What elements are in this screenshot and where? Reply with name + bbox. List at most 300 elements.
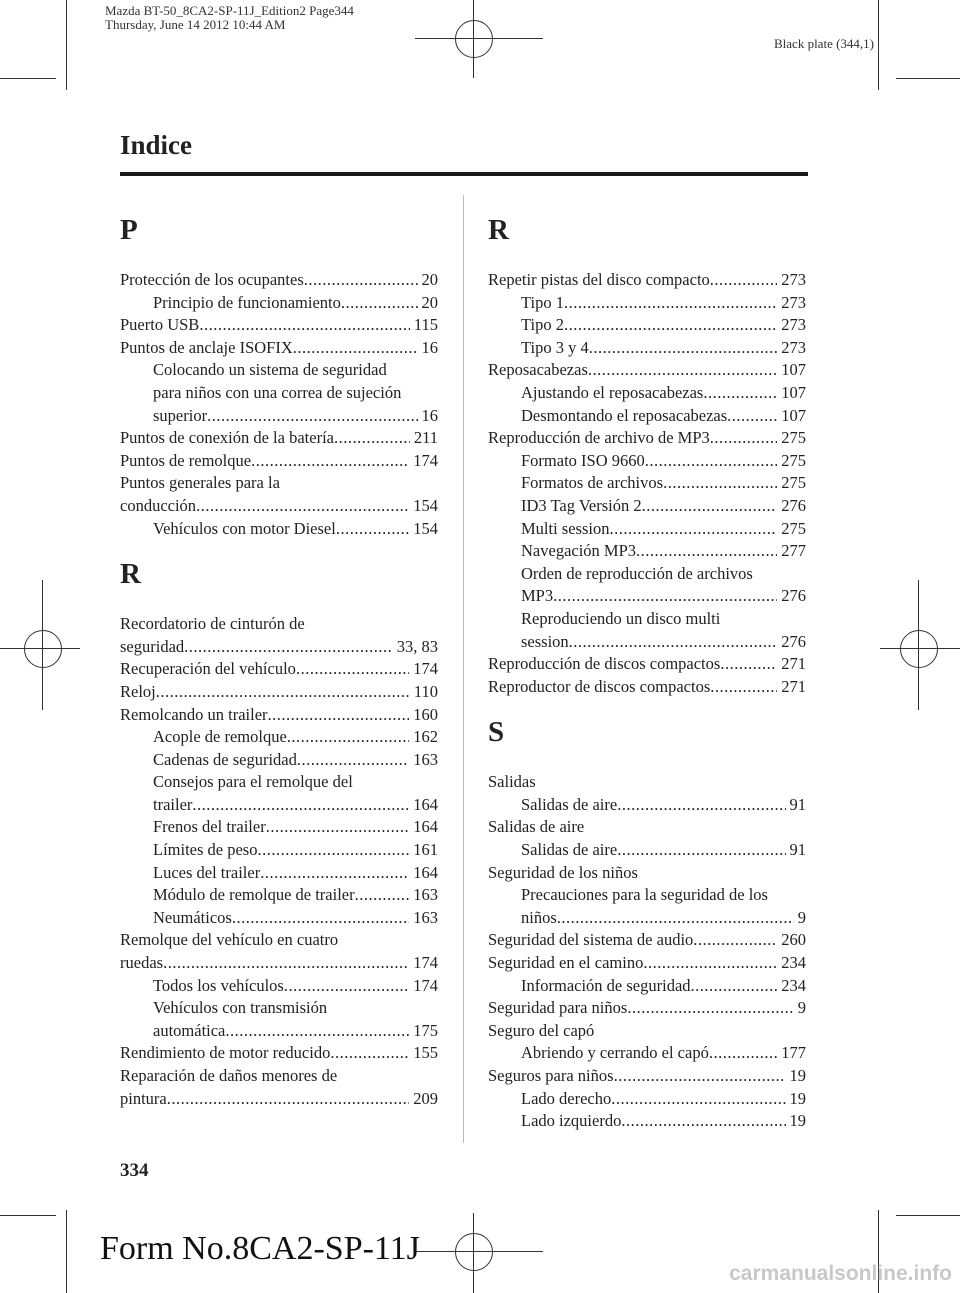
index-entry-text: Puntos de conexión de la batería [120,428,334,448]
index-page-ref [802,884,806,907]
leader-dots [536,771,802,794]
index-page-ref: 211 [413,428,438,448]
index-entry-text: trailer [153,794,193,814]
index-entry-text: superior [153,405,208,425]
registration-mark-line [42,580,43,710]
index-page-ref [434,359,438,382]
index-page-ref: 91 [789,794,806,814]
crop-mark [896,1215,960,1216]
index-entry [488,1065,806,1088]
index-page-ref [434,1065,438,1088]
index-entry [120,636,438,659]
index-subentry [488,450,806,473]
index-entry-text: Colocando un sistema de seguridad [153,360,387,380]
registration-mark-line [473,1213,474,1293]
index-page-ref [802,1020,806,1043]
index-entry-text: Vehículos con motor Diesel [153,518,336,538]
index-entry-text: conducción [120,495,197,515]
index-page-ref: 174 [413,975,438,995]
index-page-ref: 275 [781,518,806,538]
column-divider [463,195,464,1143]
index-entry-text: Navegación MP3 [521,541,637,561]
leader-dots [184,636,393,659]
index-page-ref: 19 [789,1111,806,1131]
index-page-ref: 16 [421,405,438,425]
index-subentry [488,631,806,654]
index-subentry [120,975,438,998]
index-page-ref: 277 [781,541,806,561]
leader-dots [353,771,434,794]
index-entry-text: session [521,631,569,651]
leader-dots [196,495,409,518]
leader-dots [293,337,418,360]
index-page-ref [434,382,438,405]
leader-dots [251,450,409,473]
index-page-ref: 154 [413,495,438,515]
index-page-ref: 16 [421,337,438,357]
index-entry [488,929,806,952]
crop-mark [878,0,879,90]
index-entry [120,269,438,292]
leader-dots [341,292,418,315]
index-subentry [120,839,438,862]
index-entry-text: Salidas de aire [488,817,585,837]
leader-dots [643,952,777,975]
leader-dots [627,997,793,1020]
index-page-ref: 174 [413,450,438,470]
index-page-ref: 273 [781,315,806,335]
index-page-ref: 161 [413,840,438,860]
index-entry-text: Reproducción de discos compactos [488,654,721,674]
index-entry [488,653,806,676]
index-entry [120,337,438,360]
index-entry-text: niños [521,907,557,927]
index-entry-text: ruedas [120,953,164,973]
index-column-right [488,210,806,1133]
index-subentry [120,862,438,885]
index-entry-list [120,613,438,1110]
index-entry-text: Orden de reproducción de archivos [521,563,753,583]
index-page-ref: 260 [781,930,806,950]
index-entry [488,1020,806,1043]
index-page-ref: 115 [413,315,438,335]
index-subentry [120,771,438,794]
index-page-ref: 154 [413,518,438,538]
index-page-ref: 175 [413,1020,438,1040]
leader-dots [588,359,777,382]
registration-mark-line [880,648,960,649]
index-page-ref [434,613,438,636]
index-page-ref [802,771,806,794]
registration-mark [24,630,62,668]
print-meta-line2: Thursday, June 14 2012 10:44 AM [105,17,286,32]
index-subentry [488,907,806,930]
index-entry [120,1088,438,1111]
index-entry-text: Ajustando el reposacabezas [521,382,704,402]
index-page-ref [802,816,806,839]
index-subentry [488,1042,806,1065]
leader-dots [284,975,409,998]
index-subentry [120,518,438,541]
index-entry [120,314,438,337]
page-number: 334 [120,1160,149,1181]
index-entry-text: Repetir pistas del disco compacto [488,270,710,289]
leader-dots [260,862,409,885]
index-subentry [488,337,806,360]
leader-dots [564,292,777,315]
index-page-ref: 107 [781,382,806,402]
index-subentry [488,839,806,862]
index-subentry [120,816,438,839]
index-entry-text: Reproductor de discos compactos [488,676,711,696]
leader-dots [287,726,409,749]
index-subentry [120,726,438,749]
print-meta-line1: Mazda BT-50_8CA2-SP-11J_Edition2 Page344 [105,3,354,18]
index-page-ref: 20 [421,292,438,312]
index-entry [120,658,438,681]
index-letter-heading: R [488,214,509,246]
leader-dots [225,1020,409,1043]
index-page-ref: 162 [413,727,438,747]
index-entry-text: Abriendo y cerrando el capó [521,1043,709,1063]
index-page-ref: 234 [781,953,806,973]
index-entry-text: para niños con una correa de sujeción [153,382,402,402]
index-entry-text: Seguridad de los niños [488,862,638,882]
leader-dots [207,405,417,428]
index-entry-text: Tipo 1 [521,292,564,312]
index-entry [120,495,438,518]
index-page-ref [434,929,438,952]
index-entry-text: Salidas de aire [521,794,618,814]
index-subentry [120,292,438,315]
leader-dots [617,839,785,862]
form-number: Form No.8CA2-SP-11J [100,1230,420,1267]
leader-dots [156,681,410,704]
index-entry-text: Remolque del vehículo en cuatro [120,930,339,950]
index-subentry [488,608,806,631]
leader-dots [611,1088,785,1111]
index-column-left [120,210,438,1110]
index-entry [488,427,806,450]
leader-dots [387,359,434,382]
index-entry-text: Puntos de anclaje ISOFIX [120,337,293,357]
page-title: Indice [120,130,193,160]
leader-dots [710,427,777,450]
index-subentry [120,382,438,405]
index-letter-heading: R [120,558,141,591]
index-entry-text: Seguros para niños [488,1066,614,1085]
index-page-ref: 273 [781,270,806,289]
leader-dots [296,658,409,681]
index-subentry [488,405,806,428]
index-entry-text: ID3 Tag Versión 2 [521,495,642,515]
index-entry [488,359,806,382]
index-subentry [120,794,438,817]
index-subentry [120,997,438,1020]
leader-dots [336,518,409,541]
index-entry-text: pintura [120,1088,167,1108]
index-entry [120,704,438,727]
index-subentry [488,1110,806,1133]
index-page-ref: 9 [797,907,806,927]
index-page-ref: 163 [413,885,438,905]
index-entry-text: Multi session [521,518,610,538]
leader-dots [280,472,434,495]
leader-dots [297,749,409,772]
index-entry [488,862,806,885]
index-entry-text: Seguro del capó [488,1020,595,1040]
registration-mark-line [415,1251,543,1252]
index-entry-text: Información de seguridad [521,975,691,995]
index-page-ref: 271 [781,654,806,674]
index-entry [120,952,438,975]
index-entry-text: Consejos para el remolque del [153,772,353,792]
leader-dots [710,676,777,699]
index-entry-text: Precauciones para la seguridad de los [521,885,768,905]
index-page-ref: 275 [781,428,806,448]
index-entry-text: Reproducción de archivo de MP3 [488,428,710,448]
index-page-ref: 91 [789,840,806,860]
leader-dots [645,450,778,473]
leader-dots [709,1042,777,1065]
index-entry-text: Formato ISO 9660 [521,450,645,470]
index-entry-text: Luces del trailer [153,862,261,882]
index-subentry [488,495,806,518]
index-entry-text: Rendimiento de motor reducido [120,1043,331,1063]
index-page-ref: 19 [789,1088,806,1108]
index-entry-text: Salidas [488,772,536,792]
print-meta [105,4,354,32]
index-page-ref [434,771,438,794]
watermark: carmanualsonline.info [729,1262,952,1285]
leader-dots [401,382,434,405]
leader-dots [163,952,409,975]
leader-dots [720,653,777,676]
index-subentry [488,884,806,907]
leader-dots [305,613,434,636]
index-entry [120,613,438,636]
index-page-ref [802,862,806,885]
index-subentry [488,585,806,608]
index-entry-text: Acople de remolque [153,727,287,747]
index-subentry [488,382,806,405]
leader-dots [199,314,410,337]
index-page-ref: 155 [413,1043,438,1063]
index-subentry [120,359,438,382]
index-page-ref [802,563,806,586]
crop-mark [66,0,67,90]
index-page-ref: 9 [797,998,806,1018]
leader-dots [663,472,777,495]
index-letter-heading: S [488,716,505,749]
index-entry-text: MP3 [521,586,554,606]
index-subentry [120,749,438,772]
index-entry-text: Lado derecho [521,1088,612,1108]
index-subentry [488,472,806,495]
index-entry-text: Principio de funcionamiento [153,292,341,312]
index-entry-list [488,269,806,698]
index-entry-text: Frenos del trailer [153,817,266,837]
index-page-ref [802,608,806,631]
registration-mark-line [918,580,919,710]
leader-dots [768,884,802,907]
plate-label: Black plate (344,1) [774,36,874,51]
leader-dots [327,997,434,1020]
index-entry [120,450,438,473]
index-entry-text: Vehículos con transmisión [153,998,328,1018]
index-entry-text: Puntos generales para la [120,473,280,493]
leader-dots [584,816,802,839]
leader-dots [569,631,778,654]
index-entry-text: Puntos de remolque [120,450,252,470]
index-entry [488,269,806,292]
index-entry-text: Reparación de daños menores de [120,1066,338,1085]
index-entry-text: Seguridad del sistema de audio [488,930,694,950]
index-page-ref: 107 [781,360,806,380]
crop-mark [66,1210,67,1293]
index-entry-text: Recuperación del vehículo [120,659,296,679]
leader-dots [614,1065,786,1088]
index-entry-text: Neumáticos [153,907,232,927]
leader-dots [553,585,777,608]
index-entry [120,472,438,495]
registration-mark-line [0,648,80,649]
index-entry [488,676,806,699]
title-rule [120,172,808,176]
index-page-ref: 276 [781,495,806,515]
index-letter-heading: P [120,214,138,246]
index-page-ref: 234 [781,975,806,995]
index-page-ref: 164 [413,862,438,882]
leader-dots [642,495,778,518]
leader-dots [720,608,802,631]
index-entry-text: Límites de peso [153,840,258,860]
index-page-ref: 163 [413,749,438,769]
leader-dots [703,382,777,405]
index-entry-text: Cadenas de seguridad [153,749,297,769]
index-page-ref: 275 [781,450,806,470]
registration-mark-line [415,38,543,39]
leader-dots [710,269,777,292]
registration-mark [900,630,938,668]
registration-mark [455,1233,493,1271]
index-subentry [488,563,806,586]
crop-mark [0,1215,56,1216]
index-entry-text: Tipo 3 y 4 [521,337,589,357]
index-entry-text: Seguridad en el camino [488,953,644,973]
index-subentry [488,292,806,315]
leader-dots [266,816,410,839]
index-page-ref: 160 [413,704,438,724]
index-entry-text: Remolcando un trailer [120,704,268,724]
index-page-ref [434,472,438,495]
leader-dots [330,1042,409,1065]
index-entry-text: Recordatorio de cinturón de [120,614,305,634]
index-entry-text: Formatos de archivos [521,473,664,493]
index-page-ref: 209 [413,1088,438,1108]
index-subentry [120,405,438,428]
index-page-ref: 275 [781,473,806,493]
registration-mark [455,20,493,58]
index-entry-text: Reposacabezas [488,360,588,380]
index-subentry [120,884,438,907]
index-subentry [488,540,806,563]
index-entry-text: Reloj [120,681,156,701]
leader-dots [638,862,802,885]
index-entry-text: Módulo de remolque de trailer [153,885,355,905]
leader-dots [355,884,410,907]
leader-dots [594,1020,802,1043]
leader-dots [337,1065,434,1088]
index-entry [488,952,806,975]
index-page-ref: 20 [421,270,438,289]
index-entry-text: Reproduciendo un disco multi [521,608,721,628]
registration-mark-line [473,0,474,78]
index-entry [488,816,806,839]
index-subentry [488,975,806,998]
index-entry-text: Tipo 2 [521,315,564,335]
leader-dots [693,929,777,952]
index-subentry [488,518,806,541]
index-subentry [488,794,806,817]
leader-dots [691,975,778,998]
leader-dots [334,427,410,450]
index-entry-text: seguridad [120,636,185,656]
leader-dots [621,1110,785,1133]
leader-dots [268,704,410,727]
index-entry-text: Salidas de aire [521,840,618,860]
leader-dots [232,907,409,930]
index-entry-text: Desmontando el reposacabezas [521,405,728,425]
index-page-ref: 174 [413,659,438,679]
index-entry [488,997,806,1020]
leader-dots [753,563,802,586]
index-entry-text: Protección de los ocupantes [120,270,304,289]
index-entry-list [120,269,438,540]
index-subentry [120,907,438,930]
leader-dots [589,337,778,360]
leader-dots [304,269,418,292]
index-page-ref: 271 [781,676,806,696]
crop-mark [0,78,56,79]
index-entry [120,1042,438,1065]
index-subentry [488,1088,806,1111]
index-entry-text: Lado izquierdo [521,1111,622,1131]
index-entry-text: automática [153,1020,226,1040]
index-entry [120,681,438,704]
index-page-ref: 174 [413,953,438,973]
index-page-ref: 33, 83 [396,636,438,656]
index-entry-text: Todos los vehículos [153,975,284,995]
leader-dots [727,405,777,428]
leader-dots [636,540,777,563]
index-page-ref: 276 [781,631,806,651]
index-page-ref: 110 [413,681,438,701]
leader-dots [609,518,777,541]
index-entry-text: Seguridad para niños [488,998,628,1018]
leader-dots [617,794,785,817]
index-page-ref: 107 [781,405,806,425]
index-page-ref: 276 [781,586,806,606]
index-page-ref: 273 [781,337,806,357]
index-entry [120,1065,438,1088]
leader-dots [338,929,434,952]
index-page-ref [434,997,438,1020]
leader-dots [564,314,777,337]
leader-dots [257,839,409,862]
index-entry-text: Puerto USB [120,315,200,335]
index-entry [120,929,438,952]
